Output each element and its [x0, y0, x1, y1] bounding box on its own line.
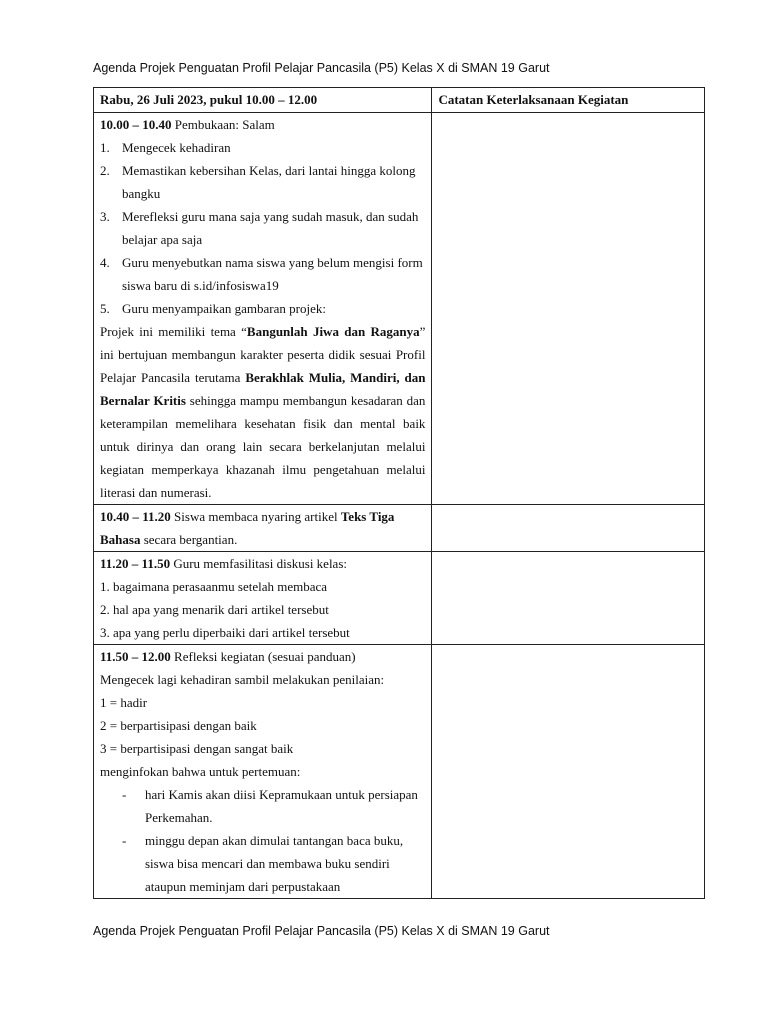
table-row	[94, 505, 705, 552]
profile-values: Berakhlak Mulia, Mandiri, dan Bernalar Kritis	[100, 370, 426, 408]
bullet-dash: -	[122, 833, 127, 848]
session-heading	[100, 552, 425, 575]
list-text: minggu depan akan dimulai tantangan baca buku, siswa bisa mencari dan membawa buku sendiri ataupun meminjam dari perpustakaan	[145, 833, 404, 894]
notes-cell	[432, 113, 705, 505]
list-number: 3.	[100, 209, 110, 224]
session-reflection	[94, 645, 432, 899]
session-time: 10.00 – 10.40	[100, 117, 172, 132]
list-item	[100, 159, 425, 205]
desc-part-2: ” ini bertujuan membangun karakter peserta didik sesuai Profil Pelajar Pancasila terutama	[100, 324, 426, 385]
session-time: 10.40 – 11.20	[100, 509, 171, 524]
article-title: Teks Tiga Bahasa	[100, 509, 395, 547]
list-number: 2.	[100, 163, 110, 178]
agenda-table	[93, 87, 705, 899]
session-opening	[94, 113, 432, 505]
session-title: Guru memfasilitasi diskusi kelas:	[170, 556, 347, 571]
notes-header: Catatan Keterlaksanaan Kegiatan	[432, 88, 705, 113]
reflection-line: 2 = berpartisipasi dengan baik	[100, 718, 257, 733]
opening-list	[100, 136, 425, 320]
session-heading	[100, 505, 425, 551]
page-header: Agenda Projek Penguatan Profil Pelajar Pancasila (P5) Kelas X di SMAN 19 Garut	[93, 61, 550, 75]
session-heading	[100, 113, 425, 136]
list-text: Mengecek kehadiran	[122, 140, 231, 155]
session-time: 11.50 – 12.00	[100, 649, 171, 664]
session-text: Siswa membaca nyaring artikel	[170, 509, 341, 524]
session-time: 11.20 – 11.50	[100, 556, 171, 571]
session-title: Refleksi kegiatan (sesuai panduan)	[170, 649, 356, 664]
list-number: 4.	[100, 255, 110, 270]
list-text: Merefleksi guru mana saja yang sudah masuk, dan sudah belajar apa saja	[122, 209, 419, 247]
announcement-list	[100, 783, 425, 898]
page-footer: Agenda Projek Penguatan Profil Pelajar Pancasila (P5) Kelas X di SMAN 19 Garut	[93, 924, 550, 938]
reflection-line: 3 = berpartisipasi dengan sangat baik	[100, 741, 294, 756]
session-discussion	[94, 552, 432, 645]
session-heading	[100, 645, 425, 668]
project-theme: Bangunlah Jiwa dan Raganya	[246, 324, 420, 339]
desc-part-3: sehingga mampu membangun kesadaran dan keterampilan memelihara kesehatan fisik dan mental baik untuk dirinya dan orang lain secara berkelanjutan melalui kegiatan memperkaya khazanah ilmu pengetahuan melalui literasi dan numerasi.	[100, 393, 426, 500]
discussion-question: 2. hal apa yang menarik dari artikel tersebut	[100, 602, 329, 617]
discussion-question: 3. apa yang perlu diperbaiki dari artikel tersebut	[100, 625, 350, 640]
list-text: hari Kamis akan diisi Kepramukaan untuk persiapan Perkemahan.	[145, 787, 418, 825]
desc-part-1: Projek ini memiliki tema “	[100, 324, 247, 339]
date-time-header: Rabu, 26 Juli 2023, pukul 10.00 – 12.00	[94, 88, 432, 113]
notes-cell	[432, 552, 705, 645]
list-item	[100, 829, 425, 898]
notes-cell	[432, 505, 705, 552]
list-text: Guru menyampaikan gambaran projek:	[122, 301, 326, 316]
list-item	[100, 297, 425, 320]
table-row	[94, 113, 705, 505]
project-description	[100, 320, 425, 504]
session-reading	[94, 505, 432, 552]
list-number: 5.	[100, 301, 110, 316]
list-text: Memastikan kebersihan Kelas, dari lantai hingga kolong bangku	[122, 163, 416, 201]
list-item	[100, 251, 425, 297]
bullet-dash: -	[122, 787, 127, 802]
list-item	[100, 205, 425, 251]
list-item	[100, 783, 425, 829]
session-title: Pembukaan: Salam	[171, 117, 275, 132]
table-row	[94, 552, 705, 645]
reflection-line: Mengecek lagi kehadiran sambil melakukan penilaian:	[100, 672, 385, 687]
list-text: Guru menyebutkan nama siswa yang belum mengisi form siswa baru di s.id/infosiswa19	[122, 255, 423, 293]
reflection-line: menginfokan bahwa untuk pertemuan:	[100, 764, 301, 779]
notes-cell	[432, 645, 705, 899]
discussion-question: 1. bagaimana perasaanmu setelah membaca	[100, 579, 328, 594]
session-text: secara bergantian.	[140, 532, 238, 547]
reflection-line: 1 = hadir	[100, 695, 148, 710]
list-item	[100, 136, 425, 159]
table-header-row	[94, 88, 705, 113]
list-number: 1.	[100, 140, 110, 155]
table-row	[94, 645, 705, 899]
